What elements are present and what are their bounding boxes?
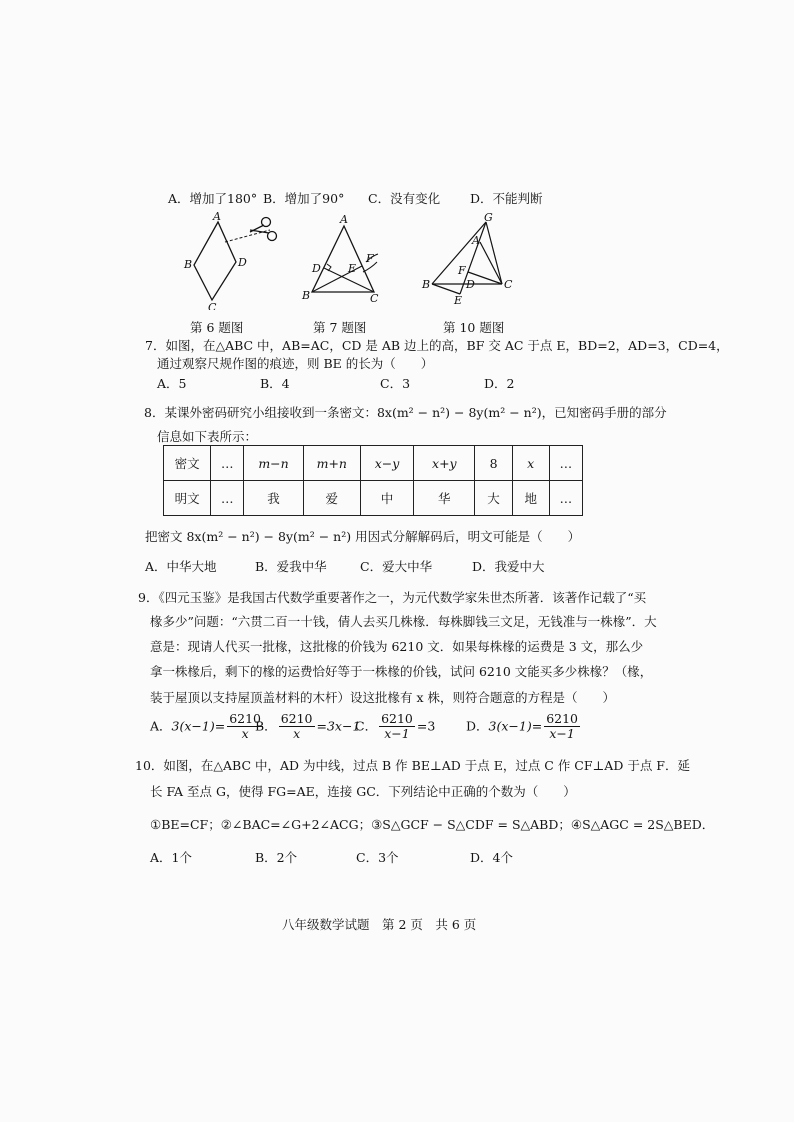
option-label: A． — [150, 718, 172, 734]
fig10-caption: 第 10 题图 — [443, 320, 505, 335]
equation-rhs: =3 — [416, 718, 436, 734]
table-cell: 8 — [475, 446, 512, 481]
fig7-label-b: B — [302, 289, 311, 302]
table-cell: 密文 — [164, 446, 211, 481]
figure-7-triangle — [300, 212, 390, 304]
q9-text-line-1: 9．《四元玉鉴》是我国古代数学重要著作之一，为元代数学家朱世杰所著．该著作记载了“买 — [138, 590, 647, 605]
fraction-denominator: x — [293, 726, 301, 742]
q7-option-d: D．2 — [484, 376, 515, 391]
fig10-label-e: E — [454, 294, 463, 307]
fraction-numerator: 6210 — [280, 711, 313, 726]
q9-option-b — [255, 712, 360, 742]
q10-text-line-1: 10．如图，在△ABC 中，AD 为中线，过点 B 作 BE⊥AD 于点 E，过点 C 作 CF⊥AD 于点 F．延 — [135, 758, 690, 773]
option-label: C． — [355, 718, 378, 734]
fig6-label-c: C — [208, 301, 217, 310]
q6-option-c: C．没有变化 — [368, 191, 441, 206]
cipher-row — [164, 446, 583, 481]
q8-text-line-3: 把密文 8x(m² − n²) − 8y(m² − n²) 用因式分解解码后，明文可能是（ ） — [145, 529, 581, 544]
equation-lhs: 3(x−1)= — [171, 718, 226, 734]
table-cell: x — [512, 446, 549, 481]
table-cell: … — [211, 446, 244, 481]
page-footer: 八年级数学试题 第 2 页 共 6 页 — [282, 917, 477, 932]
q9-option-d — [466, 712, 582, 742]
fraction-numerator: 6210 — [229, 711, 261, 726]
fig6-caption: 第 6 题图 — [190, 320, 244, 335]
cipher-table — [163, 445, 583, 516]
fig10-label-a: A — [472, 234, 480, 247]
equation-lhs: 3(x−1)= — [488, 718, 543, 734]
q7-option-b: B．4 — [260, 376, 290, 391]
q8-option-b: B．爱我中华 — [255, 559, 327, 574]
table-cell: … — [211, 481, 244, 516]
table-cell: x+y — [414, 446, 475, 481]
q9-option-a — [150, 712, 265, 742]
fig10-label-c: C — [504, 278, 513, 291]
q9-text-line-2: 椽多少”问题：“六贯二百一十钱，倩人去买几株椽．每株脚钱三文足，无钱准与一株椽”．大 — [150, 614, 657, 629]
fig7-label-e: E — [348, 262, 357, 275]
q6-option-a: A．增加了180° — [168, 191, 258, 206]
fraction-denominator: x−1 — [384, 726, 410, 742]
table-cell: … — [549, 446, 582, 481]
table-cell: 明文 — [164, 481, 211, 516]
table-cell: x−y — [360, 446, 413, 481]
fraction — [544, 712, 580, 742]
table-cell: 大 — [475, 481, 512, 516]
q9-text-line-4: 拿一株椽后，剩下的椽的运费恰好等于一株椽的价钱，试问 6210 文能买多少株椽？（椽， — [150, 664, 653, 679]
table-cell: m+n — [303, 446, 360, 481]
fig7-label-a: A — [340, 213, 348, 226]
fig7-label-f: F — [366, 252, 374, 265]
table-cell: m−n — [244, 446, 303, 481]
fig10-label-g: G — [484, 212, 493, 224]
option-label: B． — [255, 718, 277, 734]
fraction-denominator: x — [241, 726, 249, 742]
fraction-denominator: x−1 — [549, 726, 575, 742]
figure-6-kite — [170, 210, 290, 310]
q8-option-d: D．我爱中大 — [472, 559, 545, 574]
q7-option-a: A．5 — [157, 376, 187, 391]
fig10-label-f: F — [458, 264, 466, 277]
fraction — [379, 712, 415, 742]
fig6-label-a: A — [213, 210, 221, 223]
fig10-label-d: D — [466, 278, 475, 291]
fraction — [279, 712, 315, 742]
q10-option-b: B．2个 — [255, 850, 298, 865]
q7-text-line-1: 7．如图，在△ABC 中，AB=AC，CD 是 AB 边上的高，BF 交 AC 于点 E，BD=2，AD=3，CD=4， — [145, 338, 729, 353]
q9-text-line-5: 装于屋顶以支持屋顶盖材料的木杆）设这批椽有 x 株，则符合题意的方程是（ ） — [150, 690, 615, 705]
option-label: D． — [466, 718, 489, 734]
table-cell: 中 — [360, 481, 413, 516]
table-cell: 我 — [244, 481, 303, 516]
scissors-icon — [250, 218, 277, 241]
fraction-numerator: 6210 — [381, 711, 413, 726]
q9-text-line-3: 意是：现请人代买一批椽，这批椽的价钱为 6210 文．如果每株椽的运费是 3 文，那么少 — [150, 639, 644, 654]
fig6-label-d: D — [238, 256, 247, 269]
q8-option-a: A．中华大地 — [145, 559, 217, 574]
q8-option-c: C．爱大中华 — [360, 559, 433, 574]
q7-option-c: C．3 — [380, 376, 411, 391]
q6-option-b: B．增加了90° — [263, 191, 345, 206]
q7-text-line-2: 通过观察尺规作图的痕迹，则 BE 的长为（ ） — [157, 356, 434, 371]
fig10-label-b: B — [422, 278, 431, 291]
figure-10-triangle — [416, 212, 526, 308]
table-cell: 爱 — [303, 481, 360, 516]
table-cell: 地 — [512, 481, 549, 516]
fraction-numerator: 6210 — [546, 711, 578, 726]
q10-option-c: C．3个 — [356, 850, 399, 865]
q8-text-line-1: 8．某课外密码研究小组接收到一条密文：8x(m² − n²) − 8y(m² − n²)，已知密码手册的部分 — [144, 405, 667, 420]
table-cell: 华 — [414, 481, 475, 516]
fig7-label-c: C — [370, 292, 379, 304]
plaintext-row — [164, 481, 583, 516]
q10-option-a: A．1个 — [150, 850, 192, 865]
fig7-caption: 第 7 题图 — [313, 320, 367, 335]
fig7-label-d: D — [312, 262, 321, 275]
q8-text-line-2: 信息如下表所示： — [157, 429, 258, 444]
q10-text-line-3: ①BE=CF；②∠BAC=∠G+2∠ACG；③S△GCF − S△CDF = S△ABD；④S△AGC = 2S△BED． — [150, 817, 715, 832]
equation-rhs: =3x−1 — [316, 718, 361, 734]
table-cell: … — [549, 481, 582, 516]
q6-option-d: D．不能判断 — [470, 191, 543, 206]
fig6-label-b: B — [184, 258, 193, 271]
q10-option-d: D．4个 — [470, 850, 513, 865]
q10-text-line-2: 长 FA 至点 G，使得 FG=AE，连接 GC．下列结论中正确的个数为（ ） — [150, 784, 576, 799]
q9-option-c — [355, 712, 435, 742]
